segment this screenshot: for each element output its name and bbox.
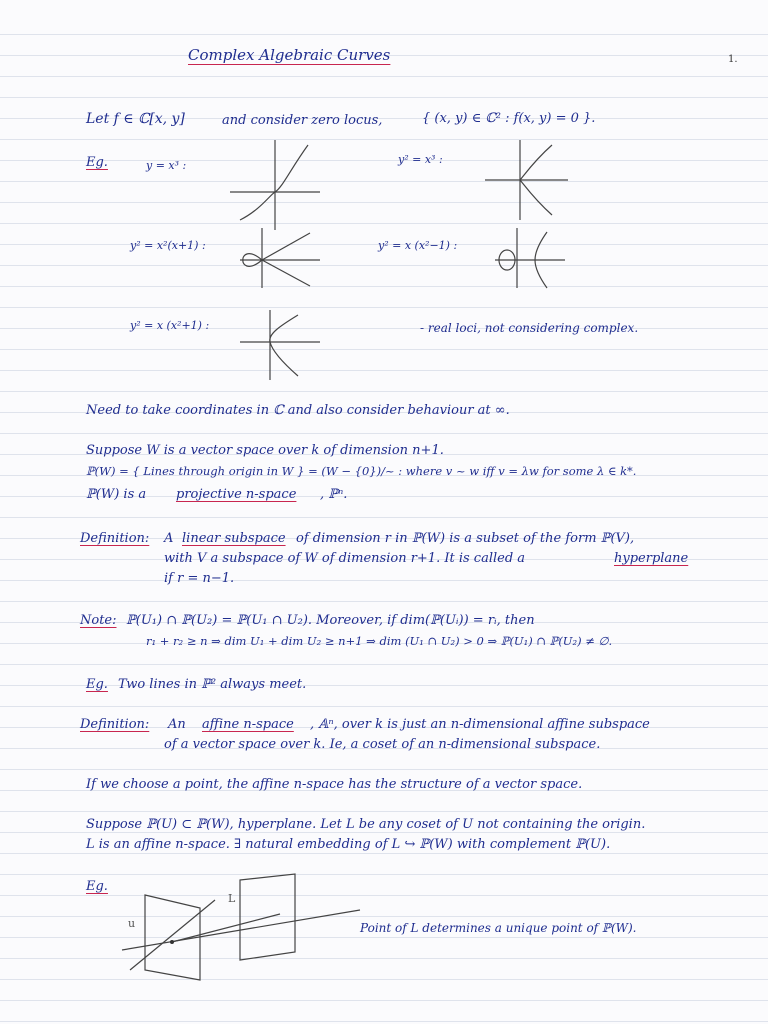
l-affine: L is an affine n-space. ∃ natural embedding of L ↪ ℙ(W) with complement ℙ(U). — [86, 837, 611, 852]
nodal-curve-sketch — [240, 228, 320, 288]
elliptic-curve-sketch — [495, 228, 565, 288]
example-label: Eg. — [86, 879, 108, 894]
smooth-curve-sketch — [240, 310, 320, 380]
definition-text: of a vector space over k. Ie, a coset of an n-dimensional subspace. — [164, 737, 601, 752]
suppose-w: Suppose W is a vector space over k of dimension n+1. — [86, 443, 444, 458]
note-label: Note: — [80, 613, 117, 628]
suppose-pu: Suppose ℙ(U) ⊂ ℙ(W), hyperplane. Let L be any coset of U not containing the origin. — [86, 817, 646, 832]
projective-space-symbol: , ℙⁿ. — [320, 487, 348, 502]
linear-subspace-term: linear subspace — [182, 531, 286, 546]
need-coordinates: Need to take coordinates in ℂ and also consider behaviour at ∞. — [86, 403, 510, 418]
pw-is: ℙ(W) is a — [86, 487, 147, 502]
projective-space-term: projective n-space — [176, 487, 297, 502]
definition-text: with V a subspace of W of dimension r+1. It is called a — [164, 551, 526, 566]
definition-label: Definition: — [80, 717, 150, 732]
eq-cusp: y² = x³ : — [398, 153, 443, 166]
affine-embedding-sketch — [120, 870, 380, 990]
u-label: u — [128, 917, 136, 930]
eq-cubic: y = x³ : — [146, 159, 187, 172]
cubic-curve-sketch — [230, 140, 320, 230]
definition-text: A — [164, 531, 174, 546]
point-caption: Point of L determines a unique point of ℙ(W). — [360, 921, 637, 935]
eq-elliptic: y² = x (x²−1) : — [378, 239, 458, 252]
hyperplane-term: hyperplane — [614, 551, 689, 566]
intro-set: { (x, y) ∈ ℂ² : f(x, y) = 0 }. — [422, 111, 596, 126]
eq-nodal: y² = x²(x+1) : — [130, 239, 206, 252]
l-label: L — [228, 892, 236, 905]
definition-text: , 𝔸ⁿ, over k is just an n-dimensional affine subspace — [310, 717, 650, 732]
page-title: Complex Algebraic Curves — [188, 46, 391, 64]
eq-smooth: y² = x (x²+1) : — [130, 319, 210, 332]
intro-let: Let f ∈ ℂ[x, y] — [86, 111, 185, 127]
definition-text: An — [168, 717, 186, 732]
pw-definition: ℙ(W) = { Lines through origin in W } = (W − {0})/~ : where v ~ w iff v = λw for some λ ∈ k*. — [86, 464, 637, 478]
two-lines-example: Two lines in ℙ² always meet. — [118, 677, 307, 692]
real-loci-note: - real loci, not considering complex. — [420, 321, 639, 335]
definition-text: of dimension r in ℙ(W) is a subset of the form ℙ(V), — [296, 531, 635, 546]
affine-space-term: affine n-space — [202, 717, 294, 732]
note-line-1: ℙ(U₁) ∩ ℙ(U₂) = ℙ(U₁ ∩ U₂). Moreover, if dim(ℙ(Uᵢ)) = rᵢ, then — [126, 613, 535, 628]
intro-consider: and consider zero locus, — [222, 113, 383, 128]
page-number: 1. — [728, 54, 738, 65]
example-label: Eg. — [86, 677, 108, 692]
definition-text: if r = n−1. — [164, 571, 235, 586]
cusp-curve-sketch — [480, 140, 570, 220]
choose-point: If we choose a point, the affine n-space has the structure of a vector space. — [86, 777, 583, 792]
definition-label: Definition: — [80, 531, 150, 546]
note-line-2: r₁ + r₂ ≥ n ⇒ dim U₁ + dim U₂ ≥ n+1 ⇒ dim (U₁ ∩ U₂) > 0 ⇒ ℙ(U₁) ∩ ℙ(U₂) ≠ ∅. — [146, 634, 613, 648]
example-label: Eg. — [86, 155, 108, 170]
